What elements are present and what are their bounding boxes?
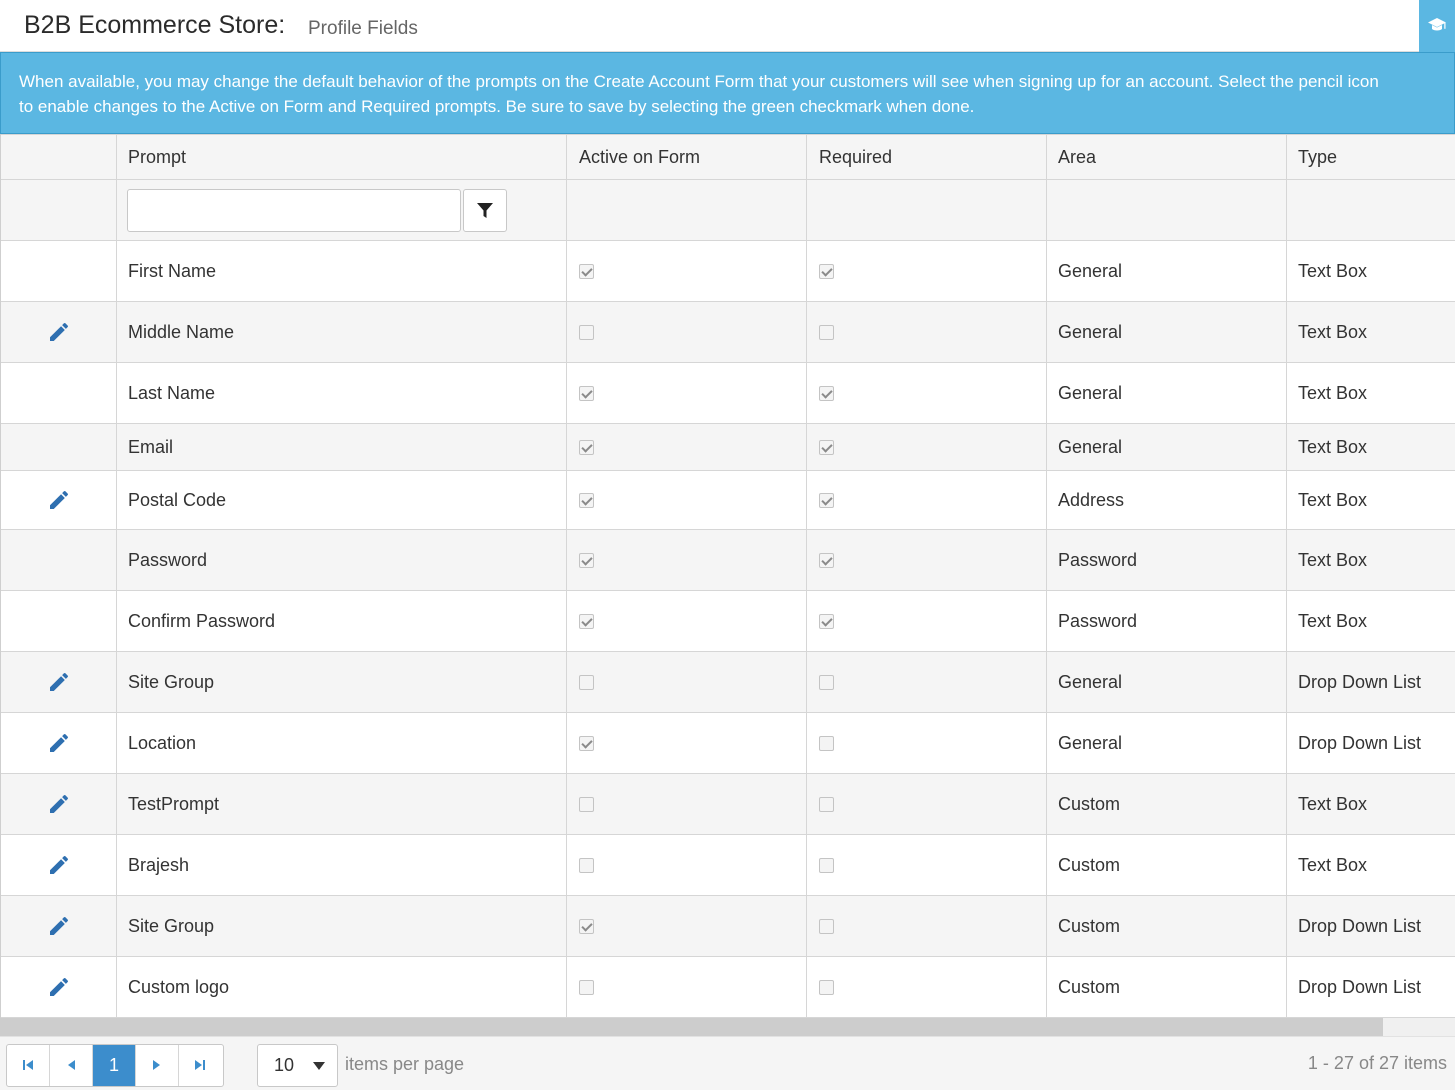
header-edit-column <box>1 135 117 179</box>
area-cell: General <box>1047 652 1287 712</box>
type-cell: Text Box <box>1298 793 1368 814</box>
required-cell <box>807 957 1047 1017</box>
grid-pager <box>0 1036 1455 1090</box>
first-page-button[interactable] <box>7 1045 50 1086</box>
area-cell: Password <box>1047 591 1287 651</box>
pencil-icon[interactable] <box>47 731 71 755</box>
required-checkbox[interactable] <box>819 919 834 934</box>
type-cell: Text Box <box>1298 321 1368 342</box>
header-type[interactable]: Type <box>1298 147 1338 167</box>
required-cell <box>807 652 1047 712</box>
active-on-form-cell <box>567 424 807 470</box>
table-row <box>1 471 1455 530</box>
row-edit-cell <box>1 957 117 1017</box>
last-page-button[interactable] <box>179 1045 222 1086</box>
previous-page-button[interactable] <box>50 1045 93 1086</box>
prompt-cell: TestPrompt <box>117 774 567 834</box>
row-edit-cell <box>1 652 117 712</box>
row-edit-cell <box>1 424 117 470</box>
type-cell: Drop Down List <box>1298 915 1422 936</box>
type-cell: Drop Down List <box>1298 671 1422 692</box>
type-cell: Text Box <box>1298 260 1368 281</box>
required-cell <box>807 471 1047 529</box>
page-size-value: 10 <box>274 1055 295 1075</box>
active-on-form-checkbox[interactable] <box>579 675 594 690</box>
table-row <box>1 241 1455 302</box>
required-checkbox[interactable] <box>819 440 834 455</box>
type-cell: Drop Down List <box>1298 732 1422 753</box>
required-cell <box>807 424 1047 470</box>
caret-down-icon <box>313 1062 325 1070</box>
header-required[interactable]: Required <box>807 135 1047 179</box>
last-page-icon <box>194 1059 206 1071</box>
active-on-form-cell <box>567 957 807 1017</box>
active-on-form-cell <box>567 241 807 301</box>
area-cell: General <box>1047 302 1287 362</box>
table-row <box>1 424 1455 471</box>
active-on-form-cell <box>567 835 807 895</box>
prompt-cell: Brajesh <box>117 835 567 895</box>
info-text-line-1: When available, you may change the default behavior of the prompts on the Create Account Form that your customers will see when signing up for an account. Select the pencil icon <box>19 72 1379 91</box>
scrollbar-thumb[interactable] <box>0 1018 1383 1036</box>
active-on-form-cell <box>567 713 807 773</box>
page-subtitle: Profile Fields <box>308 18 418 39</box>
required-cell <box>807 835 1047 895</box>
required-checkbox[interactable] <box>819 325 834 340</box>
active-on-form-cell <box>567 530 807 590</box>
previous-page-icon <box>65 1059 77 1071</box>
pager-buttons <box>6 1044 224 1087</box>
required-cell <box>807 774 1047 834</box>
required-checkbox[interactable] <box>819 797 834 812</box>
table-row <box>1 530 1455 591</box>
prompt-cell: Last Name <box>117 363 567 423</box>
area-cell: Password <box>1047 530 1287 590</box>
first-page-icon <box>22 1059 34 1071</box>
active-on-form-cell <box>567 471 807 529</box>
area-cell: General <box>1047 241 1287 301</box>
table-row <box>1 302 1455 363</box>
table-row <box>1 363 1455 424</box>
active-on-form-checkbox[interactable] <box>579 736 594 751</box>
required-checkbox[interactable] <box>819 980 834 995</box>
table-row <box>1 591 1455 652</box>
type-cell: Text Box <box>1298 549 1368 570</box>
next-page-button[interactable] <box>136 1045 179 1086</box>
area-cell: Custom <box>1047 774 1287 834</box>
prompt-cell: Password <box>117 530 567 590</box>
active-on-form-cell <box>567 896 807 956</box>
row-edit-cell <box>1 896 117 956</box>
row-edit-cell <box>1 530 117 590</box>
prompt-cell: First Name <box>117 241 567 301</box>
prompt-filter-button[interactable] <box>463 189 507 232</box>
grid-header-row <box>1 134 1455 180</box>
prompt-cell: Site Group <box>117 652 567 712</box>
grid-filter-row <box>1 180 1455 241</box>
area-cell: General <box>1047 363 1287 423</box>
required-cell <box>807 530 1047 590</box>
active-on-form-checkbox[interactable] <box>579 325 594 340</box>
active-on-form-checkbox[interactable] <box>579 919 594 934</box>
row-edit-cell <box>1 363 117 423</box>
active-on-form-checkbox[interactable] <box>579 264 594 279</box>
required-checkbox[interactable] <box>819 858 834 873</box>
type-cell: Text Box <box>1298 382 1368 403</box>
type-cell: Drop Down List <box>1298 976 1422 997</box>
active-on-form-cell <box>567 302 807 362</box>
pencil-icon[interactable] <box>47 670 71 694</box>
row-edit-cell <box>1 241 117 301</box>
pencil-icon[interactable] <box>47 488 71 512</box>
required-checkbox[interactable] <box>819 675 834 690</box>
pencil-icon[interactable] <box>47 853 71 877</box>
type-cell: Text Box <box>1298 489 1368 510</box>
active-on-form-checkbox[interactable] <box>579 614 594 629</box>
header-area[interactable]: Area <box>1047 135 1287 179</box>
required-cell <box>807 591 1047 651</box>
header-prompt[interactable]: Prompt <box>117 135 567 179</box>
horizontal-scrollbar[interactable] <box>0 1018 1455 1036</box>
area-cell: Address <box>1047 471 1287 529</box>
active-on-form-cell <box>567 363 807 423</box>
table-row <box>1 896 1455 957</box>
prompt-filter-input[interactable] <box>127 189 461 232</box>
prompt-cell: Postal Code <box>117 471 567 529</box>
pencil-icon[interactable] <box>47 914 71 938</box>
info-text-line-2: to enable changes to the Active on Form and Required prompts. Be sure to save by selecting the green checkmark when done. <box>19 97 975 116</box>
prompt-cell: Email <box>117 424 567 470</box>
required-cell <box>807 896 1047 956</box>
type-cell: Text Box <box>1298 854 1368 875</box>
pager-summary: 1 - 27 of 27 items <box>1307 1053 1447 1073</box>
pencil-icon[interactable] <box>47 975 71 999</box>
required-cell <box>807 713 1047 773</box>
pencil-icon[interactable] <box>47 320 71 344</box>
active-on-form-checkbox[interactable] <box>579 493 594 508</box>
row-edit-cell <box>1 591 117 651</box>
active-on-form-checkbox[interactable] <box>579 440 594 455</box>
profile-fields-grid <box>0 134 1455 1018</box>
graduation-cap-icon <box>1427 16 1447 34</box>
active-on-form-checkbox[interactable] <box>579 858 594 873</box>
table-row <box>1 835 1455 896</box>
area-cell: General <box>1047 713 1287 773</box>
type-cell: Text Box <box>1298 610 1368 631</box>
next-page-icon <box>151 1059 163 1071</box>
area-cell: General <box>1047 424 1287 470</box>
active-on-form-cell <box>567 652 807 712</box>
prompt-cell: Middle Name <box>117 302 567 362</box>
required-checkbox[interactable] <box>819 493 834 508</box>
area-cell: Custom <box>1047 835 1287 895</box>
active-on-form-checkbox[interactable] <box>579 797 594 812</box>
area-cell: Custom <box>1047 957 1287 1017</box>
active-on-form-cell <box>567 774 807 834</box>
required-checkbox[interactable] <box>819 553 834 568</box>
area-cell: Custom <box>1047 896 1287 956</box>
required-checkbox[interactable] <box>819 736 834 751</box>
header-active-on-form[interactable]: Active on Form <box>567 135 807 179</box>
row-edit-cell <box>1 774 117 834</box>
row-edit-cell <box>1 713 117 773</box>
pencil-icon[interactable] <box>47 792 71 816</box>
page-size-select[interactable] <box>257 1044 338 1087</box>
active-on-form-checkbox[interactable] <box>579 980 594 995</box>
prompt-cell: Location <box>117 713 567 773</box>
active-on-form-checkbox[interactable] <box>579 386 594 401</box>
filter-icon <box>476 202 494 220</box>
row-edit-cell <box>1 835 117 895</box>
page-header <box>0 0 1455 52</box>
required-checkbox[interactable] <box>819 386 834 401</box>
prompt-cell: Confirm Password <box>117 591 567 651</box>
active-on-form-checkbox[interactable] <box>579 553 594 568</box>
type-cell: Text Box <box>1298 436 1368 457</box>
help-tab[interactable] <box>1419 0 1455 52</box>
row-edit-cell <box>1 302 117 362</box>
required-cell <box>807 302 1047 362</box>
required-cell <box>807 241 1047 301</box>
table-row <box>1 957 1455 1018</box>
row-edit-cell <box>1 471 117 529</box>
prompt-cell: Site Group <box>117 896 567 956</box>
page-1-button[interactable]: 1 <box>93 1045 136 1086</box>
prompt-cell: Custom logo <box>117 957 567 1017</box>
info-banner <box>0 52 1455 134</box>
table-row <box>1 774 1455 835</box>
table-row <box>1 713 1455 774</box>
required-checkbox[interactable] <box>819 264 834 279</box>
required-cell <box>807 363 1047 423</box>
required-checkbox[interactable] <box>819 614 834 629</box>
active-on-form-cell <box>567 591 807 651</box>
table-row <box>1 652 1455 713</box>
items-per-page-label: items per page <box>345 1054 465 1074</box>
page-title: B2B Ecommerce Store: <box>24 11 286 39</box>
